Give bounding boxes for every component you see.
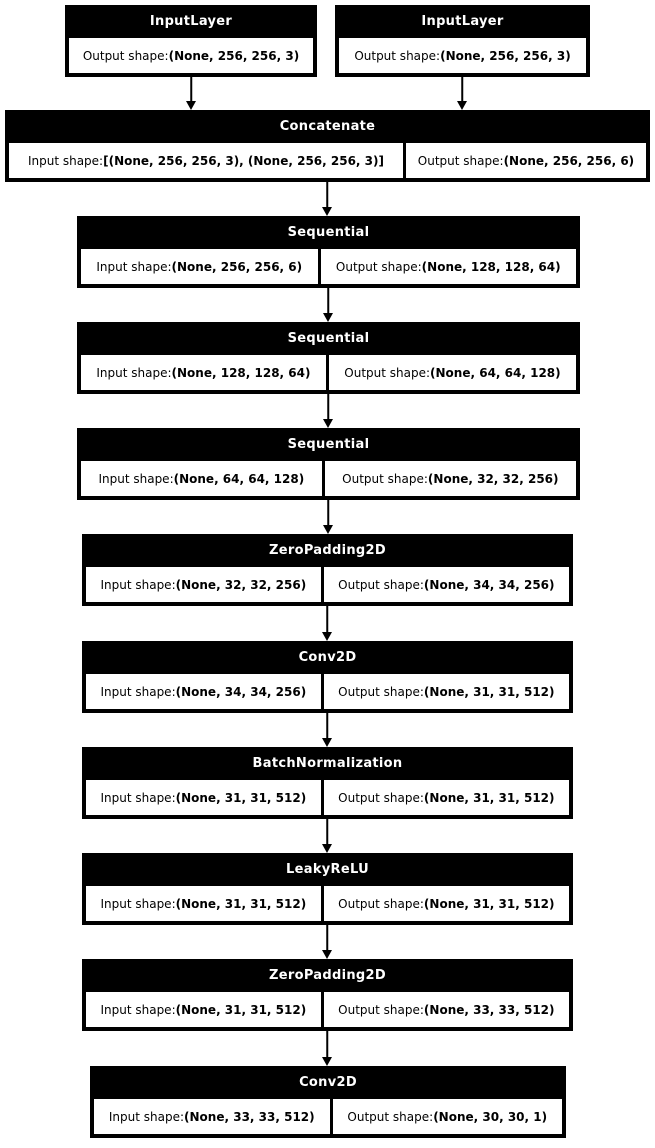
layer-shapes — [83, 566, 572, 605]
shape-label: Output shape: — [82, 48, 169, 63]
edge-arrow — [323, 500, 334, 534]
shape-label: Output shape: — [338, 1002, 424, 1017]
edge-arrow — [322, 713, 333, 747]
layer-node-concatenate — [5, 110, 650, 182]
edge-arrow — [457, 77, 468, 110]
shape-value: [(None, 256, 256, 3), (None, 256, 256, 3)] — [103, 153, 384, 168]
layer-node-sequential-1 — [77, 216, 580, 288]
layer-node-inputlayer-right — [335, 5, 590, 77]
output-shape-cell — [324, 992, 569, 1027]
layer-node-inputlayer-left — [65, 5, 317, 77]
input-shape-cell — [81, 355, 326, 390]
edge-arrow — [322, 819, 333, 853]
shape-value: (None, 31, 31, 512) — [423, 684, 555, 699]
edge-arrow — [323, 288, 334, 322]
layer-node-sequential-2 — [77, 322, 580, 394]
layer-shapes — [83, 991, 572, 1030]
shape-value: (None, 256, 256, 6) — [171, 259, 303, 274]
input-shape-cell — [81, 249, 318, 284]
layer-type-title: Sequential — [287, 437, 370, 452]
shape-value: (None, 30, 30, 1) — [433, 1109, 548, 1124]
output-shape-cell — [321, 249, 577, 284]
layer-type-title: Sequential — [287, 225, 370, 240]
shape-label: Input shape: — [98, 471, 174, 486]
layer-node-zeropadding2d-2 — [82, 959, 573, 1031]
shape-label: Output shape: — [335, 259, 422, 274]
layer-type-title: Conv2D — [298, 650, 357, 665]
edge-arrow — [322, 1031, 333, 1066]
layer-node-conv2d-1 — [82, 641, 573, 713]
layer-shapes — [78, 248, 579, 287]
layer-type-title: Sequential — [287, 331, 370, 346]
layer-type-title: InputLayer — [421, 14, 504, 29]
layer-type-title: Conv2D — [299, 1075, 357, 1090]
input-shape-cell — [86, 567, 321, 602]
input-shape-cell — [86, 992, 321, 1027]
shape-value: (None, 31, 31, 512) — [423, 790, 555, 805]
shape-label: Output shape: — [338, 896, 424, 911]
shape-value: (None, 31, 31, 512) — [175, 1002, 307, 1017]
output-shape-cell — [406, 143, 646, 178]
edge-arrow — [322, 182, 333, 216]
shape-label: Input shape: — [100, 896, 176, 911]
layer-type-title: Concatenate — [279, 119, 376, 134]
shape-value: (None, 31, 31, 512) — [175, 896, 307, 911]
layer-node-leakyrelu — [82, 853, 573, 925]
layer-shapes — [83, 885, 572, 924]
shape-value: (None, 32, 32, 256) — [427, 471, 559, 486]
shape-label: Output shape: — [338, 577, 424, 592]
shape-value: (None, 128, 128, 64) — [171, 365, 311, 380]
layer-node-zeropadding2d-1 — [82, 534, 573, 606]
edge-arrow — [322, 925, 333, 959]
shape-label: Output shape: — [338, 684, 424, 699]
output-shape-cell — [329, 355, 576, 390]
edge-arrow — [323, 394, 334, 428]
shape-label: Output shape: — [342, 471, 428, 486]
layer-shapes — [6, 142, 649, 181]
output-shape-cell — [324, 886, 569, 921]
layer-type-title: ZeroPadding2D — [269, 968, 386, 983]
layer-shapes — [83, 673, 572, 712]
layer-shapes — [83, 779, 572, 818]
shape-label: Input shape: — [27, 153, 104, 168]
output-shape-cell — [325, 461, 576, 496]
shape-label: Output shape: — [417, 153, 504, 168]
shape-value: (None, 31, 31, 512) — [175, 790, 307, 805]
shape-label: Input shape: — [108, 1109, 185, 1124]
output-shape-cell — [324, 567, 569, 602]
layer-type-title: ZeroPadding2D — [269, 543, 386, 558]
output-shape-cell — [69, 38, 313, 73]
shape-label: Input shape: — [96, 259, 172, 274]
shape-value: (None, 256, 256, 3) — [168, 48, 300, 63]
shape-label: Output shape: — [354, 48, 441, 63]
shape-label: Input shape: — [100, 684, 176, 699]
layer-shapes — [78, 354, 579, 393]
shape-value: (None, 256, 256, 6) — [503, 153, 635, 168]
input-shape-cell — [86, 674, 321, 709]
input-shape-cell — [94, 1099, 330, 1134]
shape-value: (None, 33, 33, 512) — [423, 1002, 555, 1017]
shape-label: Output shape: — [344, 365, 431, 380]
input-shape-cell — [86, 780, 321, 815]
output-shape-cell — [324, 780, 569, 815]
shape-value: (None, 64, 64, 128) — [430, 365, 561, 380]
shape-label: Input shape: — [96, 365, 172, 380]
shape-label: Output shape: — [347, 1109, 434, 1124]
layer-node-sequential-3 — [77, 428, 580, 500]
shape-label: Output shape: — [338, 790, 424, 805]
layer-shapes — [91, 1098, 565, 1137]
shape-label: Input shape: — [100, 790, 176, 805]
shape-value: (None, 256, 256, 3) — [440, 48, 571, 63]
edge-arrow — [186, 77, 197, 110]
edge-arrow — [322, 606, 333, 641]
input-shape-cell — [86, 886, 321, 921]
layer-node-conv2d-2 — [90, 1066, 566, 1138]
shape-value: (None, 34, 34, 256) — [175, 684, 307, 699]
shape-value: (None, 33, 33, 512) — [184, 1109, 315, 1124]
layer-type-title: LeakyReLU — [286, 862, 369, 877]
layer-type-title: BatchNormalization — [252, 756, 403, 771]
shape-value: (None, 128, 128, 64) — [421, 259, 561, 274]
layer-node-batchnormalization — [82, 747, 573, 819]
layer-type-title: InputLayer — [149, 14, 233, 29]
input-shape-cell — [9, 143, 403, 178]
layer-shapes — [336, 37, 589, 76]
shape-value: (None, 31, 31, 512) — [423, 896, 555, 911]
input-shape-cell — [81, 461, 322, 496]
shape-value: (None, 34, 34, 256) — [423, 577, 555, 592]
output-shape-cell — [333, 1099, 562, 1134]
layer-shapes — [78, 460, 579, 499]
layer-shapes — [66, 37, 316, 76]
shape-value: (None, 64, 64, 128) — [173, 471, 305, 486]
output-shape-cell — [324, 674, 569, 709]
shape-label: Input shape: — [100, 1002, 176, 1017]
output-shape-cell — [339, 38, 586, 73]
shape-label: Input shape: — [100, 577, 176, 592]
shape-value: (None, 32, 32, 256) — [175, 577, 307, 592]
